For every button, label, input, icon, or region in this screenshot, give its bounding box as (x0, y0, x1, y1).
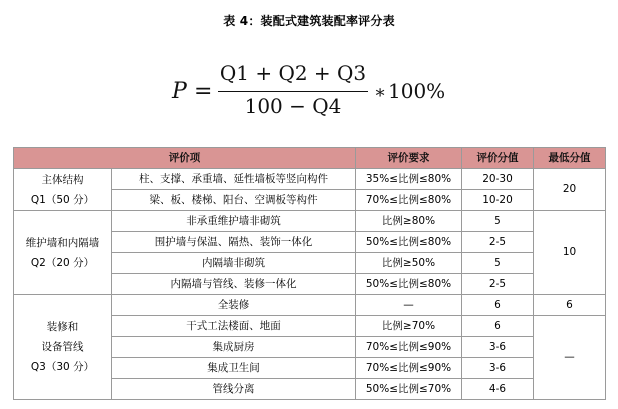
requirement-cell: 50%≤比例≤70% (356, 379, 462, 400)
formula-times: ∗ (374, 82, 387, 103)
fraction-bar (218, 91, 368, 92)
formula-equals: = (194, 79, 213, 104)
category-line: 维护墙和内隔墙 (25, 236, 100, 249)
item-cell: 柱、支撑、承重墙、延性墙板等竖向构件 (112, 169, 356, 190)
requirement-cell: — (356, 295, 462, 316)
document-title: 表 4：装配式建筑装配率评分表 (223, 14, 395, 28)
category-line: Q2（20 分） (30, 256, 95, 269)
min-score-cell: 6 (534, 295, 606, 316)
min-score-cell: — (534, 316, 606, 400)
category-line: Q3（30 分） (30, 361, 95, 373)
category-cell (14, 169, 112, 211)
formula-percent: 100% (388, 79, 446, 103)
header-min-score: 最低分值 (534, 148, 606, 169)
score-cell: 6 (462, 316, 534, 337)
header-item: 评价项 (14, 148, 356, 169)
item-cell: 干式工法楼面、地面 (112, 316, 356, 337)
header-requirement: 评价要求 (356, 148, 462, 169)
score-cell: 5 (462, 253, 534, 274)
category-cell (14, 295, 112, 400)
table-row (14, 169, 606, 190)
score-cell: 5 (462, 211, 534, 232)
score-cell: 20-30 (462, 169, 534, 190)
score-cell: 3-6 (462, 337, 534, 358)
item-cell: 管线分离 (112, 379, 356, 400)
category-cell (14, 211, 112, 295)
score-cell: 2-5 (462, 274, 534, 295)
item-cell: 集成厨房 (112, 337, 356, 358)
category-line: Q1（50 分） (30, 193, 95, 206)
item-cell: 围护墙与保温、隔热、装饰一体化 (112, 232, 356, 253)
requirement-cell: 50%≤比例≤80% (356, 232, 462, 253)
requirement-cell: 70%≤比例≤90% (356, 337, 462, 358)
score-cell: 4-6 (462, 379, 534, 400)
score-cell: 10-20 (462, 190, 534, 211)
item-cell: 集成卫生间 (112, 358, 356, 379)
requirement-cell: 比例≥50% (356, 253, 462, 274)
min-score-cell: 10 (534, 211, 606, 295)
category-line: 装修和 (46, 321, 79, 333)
category-line: 设备管线 (41, 341, 84, 353)
requirement-cell: 50%≤比例≤80% (356, 274, 462, 295)
score-cell: 6 (462, 295, 534, 316)
requirement-cell: 70%≤比例≤90% (356, 358, 462, 379)
table-header-row (14, 148, 606, 169)
min-score-cell: 20 (534, 169, 606, 211)
table-row (14, 211, 606, 232)
item-cell: 梁、板、楼梯、阳台、空调板等构件 (112, 190, 356, 211)
requirement-cell: 比例≥70% (356, 316, 462, 337)
item-cell: 内隔墙非砌筑 (112, 253, 356, 274)
requirement-cell: 35%≤比例≤80% (356, 169, 462, 190)
score-cell: 2-5 (462, 232, 534, 253)
score-cell: 3-6 (462, 358, 534, 379)
item-cell: 非承重维护墙非砌筑 (112, 211, 356, 232)
item-cell: 全装修 (112, 295, 356, 316)
scoring-table (13, 147, 606, 400)
header-score: 评价分值 (462, 148, 534, 169)
requirement-cell: 70%≤比例≤80% (356, 190, 462, 211)
table-row (14, 295, 606, 316)
item-cell: 内隔墙与管线、装修一体化 (112, 274, 356, 295)
formula-denominator: 100 − Q4 (244, 94, 342, 118)
formula-lhs: P (172, 79, 187, 104)
requirement-cell: 比例≥80% (356, 211, 462, 232)
assembly-rate-formula (170, 58, 470, 120)
formula-numerator: Q1 + Q2 + Q3 (219, 61, 367, 85)
category-line: 主体结构 (41, 173, 84, 186)
